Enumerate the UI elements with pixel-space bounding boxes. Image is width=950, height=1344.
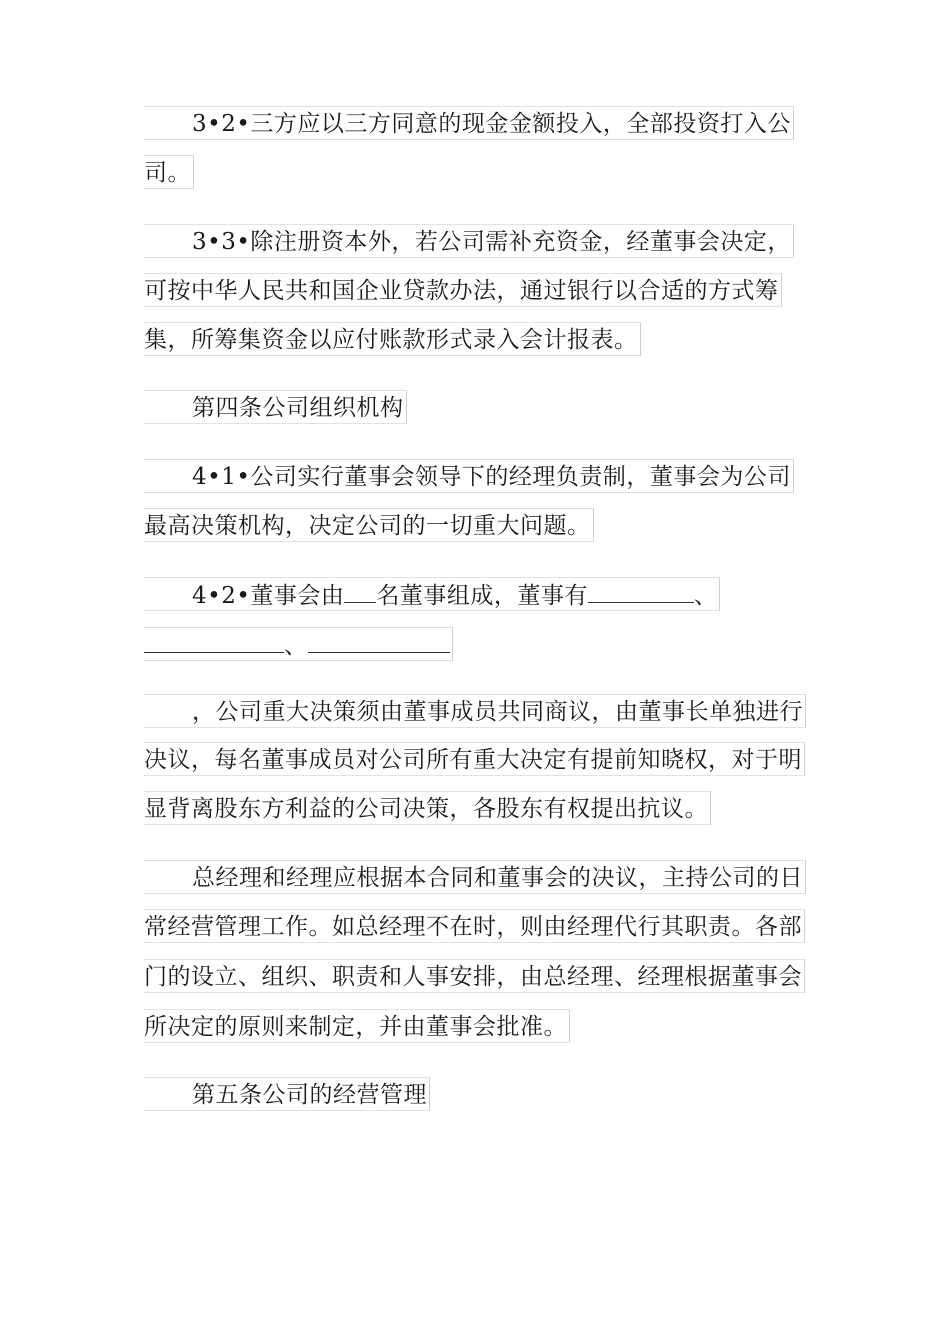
paragraph-4-2-text-a: 4•2•董事会由 xyxy=(192,583,345,609)
paragraph-3-3-line-2: 可按中华人民共和国企业贷款办法，通过银行以合适的方式筹 xyxy=(144,273,782,307)
paragraph-3-3-line-1: 3•3•除注册资本外，若公司需补充资金，经董事会决定， xyxy=(144,224,794,258)
paragraph-4-1-line-2: 最高决策机构，决定公司的一切重大问题。 xyxy=(144,508,594,542)
blank-director-name-2 xyxy=(144,628,284,653)
paragraph-4-2-line-2 xyxy=(144,627,453,661)
paragraph-4-2-separator-1: 、 xyxy=(693,583,718,609)
paragraph-4-1-line-1: 4•1•公司实行董事会领导下的经理负责制，董事会为公司 xyxy=(144,459,794,493)
paragraph-4-2-text-b: 名董事组成，董事有 xyxy=(376,583,588,609)
paragraph-manager-line-1: 总经理和经理应根据本合同和董事会的决议，主持公司的日 xyxy=(144,860,806,894)
paragraph-3-2-line-2: 司。 xyxy=(144,155,194,189)
paragraph-manager-line-3: 门的设立、组织、职责和人事安排，由总经理、经理根据董事会 xyxy=(144,959,805,993)
blank-director-count xyxy=(344,578,376,603)
blank-director-name-1 xyxy=(588,578,694,603)
paragraph-4-2-separator-2: 、 xyxy=(284,633,308,659)
section-heading-4: 第四条公司组织机构 xyxy=(144,390,407,424)
paragraph-manager-line-4: 所决定的原则来制定，并由董事会批准。 xyxy=(144,1009,570,1043)
paragraph-4-2-line-3: ，公司重大决策须由董事成员共同商议，由董事长单独进行 xyxy=(144,694,806,728)
paragraph-4-2-line-5: 显背离股东方利益的公司决策，各股东有权提出抗议。 xyxy=(144,791,711,825)
blank-director-name-3 xyxy=(308,628,450,653)
paragraph-manager-line-2: 常经营管理工作。如总经理不在时，则由经理代行其职责。各部 xyxy=(144,909,805,943)
section-heading-5: 第五条公司的经营管理 xyxy=(144,1077,430,1111)
paragraph-4-2-line-1 xyxy=(144,577,720,611)
paragraph-3-2-line-1: 3•2•三方应以三方同意的现金金额投入，全部投资打入公 xyxy=(144,106,794,140)
paragraph-4-2-line-4: 决议，每名董事成员对公司所有重大决定有提前知晓权，对于明 xyxy=(144,742,805,776)
paragraph-3-3-line-3: 集，所筹集资金以应付账款形式录入会计报表。 xyxy=(144,322,641,356)
